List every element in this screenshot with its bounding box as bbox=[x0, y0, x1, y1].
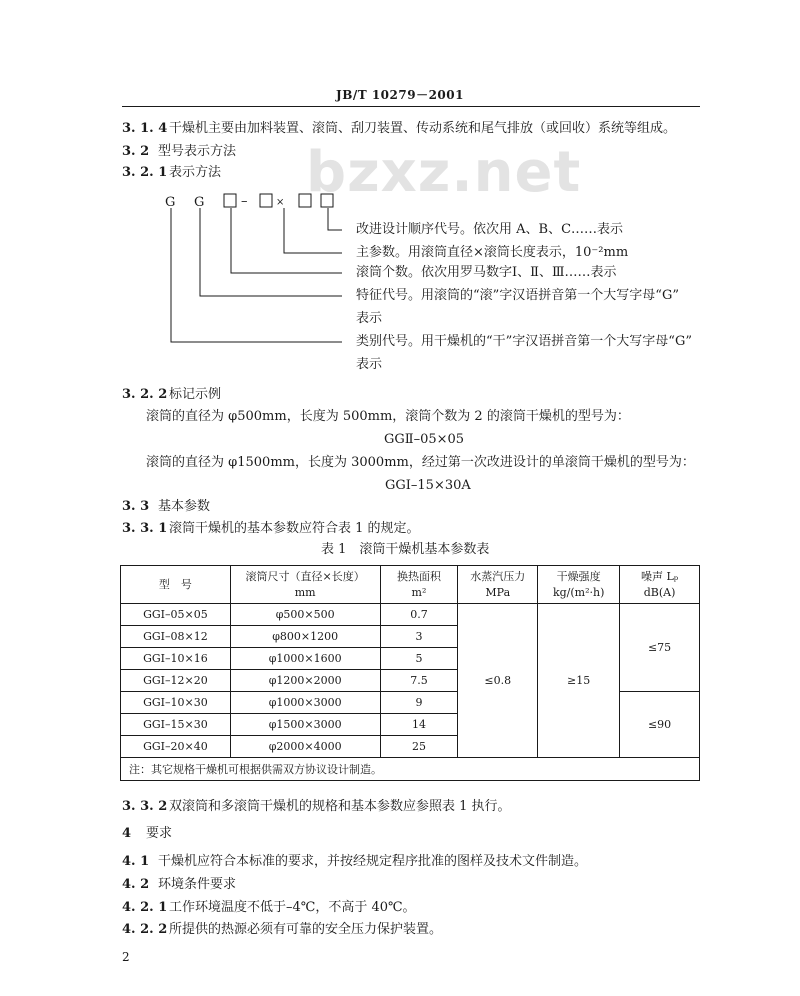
cell-pressure: ≤0.8 bbox=[458, 604, 538, 758]
label-feature-code-cont: 表示 bbox=[356, 311, 383, 326]
label-main-param: 主参数。用滚筒直径×滚筒长度表示，10⁻²mm bbox=[356, 245, 629, 260]
clause-text: 干燥机主要由加料装置、滚筒、刮刀装置、传动系统和尾气排放（或回收）系统等组成。 bbox=[169, 121, 677, 136]
clause-text: 所提供的热源必须有可靠的安全压力保护装置。 bbox=[169, 922, 443, 937]
clause-3-3 bbox=[122, 498, 210, 516]
example-1-text: 滚筒的直径为 φ500mm，长度为 500mm，滚筒个数为 2 的滚筒干燥机的型号为： bbox=[146, 409, 630, 424]
cell-size: φ1000×1600 bbox=[230, 648, 380, 670]
cell-area: 3 bbox=[380, 626, 458, 648]
cell-area: 0.7 bbox=[380, 604, 458, 626]
cell-size: φ1500×3000 bbox=[230, 714, 380, 736]
cell-model: GGⅠ–10×16 bbox=[121, 648, 231, 670]
box-param-diameter bbox=[260, 194, 272, 207]
clause-number: 3. 2 bbox=[122, 144, 150, 159]
clause-number: 3. 1. 4 bbox=[122, 121, 168, 136]
watermark: bzxz.net bbox=[306, 140, 582, 205]
clause-4-2-1 bbox=[122, 899, 416, 917]
clause-text: 表示方法 bbox=[169, 165, 222, 180]
clause-text: 基本参数 bbox=[158, 499, 211, 514]
clause-text: 双滚筒和多滚筒干燥机的规格和基本参数应参照表 1 执行。 bbox=[169, 799, 511, 814]
label-drum-count: 滚筒个数。依次用罗马数字Ⅰ、Ⅱ、Ⅲ……表示 bbox=[356, 265, 617, 280]
cell-size: φ500×500 bbox=[230, 604, 380, 626]
clause-4-2 bbox=[122, 876, 236, 894]
label-category-code-cont: 表示 bbox=[356, 357, 383, 372]
letter-category: G bbox=[165, 195, 176, 210]
cell-model: GGⅠ–12×20 bbox=[121, 670, 231, 692]
example-2-code: GGⅠ–15×30A bbox=[385, 478, 471, 493]
cell-area: 9 bbox=[380, 692, 458, 714]
table-caption: 表 1 滚筒干燥机基本参数表 bbox=[321, 542, 490, 557]
cell-area: 14 bbox=[380, 714, 458, 736]
cell-area: 5 bbox=[380, 648, 458, 670]
cell-model: GGⅠ–15×30 bbox=[121, 714, 231, 736]
example-1-code: GGⅡ–05×05 bbox=[384, 432, 465, 447]
clause-number: 4. 2 bbox=[122, 877, 150, 892]
header-heat-area: 换热面积 m² bbox=[380, 566, 458, 604]
clause-number: 3. 3. 2 bbox=[122, 799, 168, 814]
header-model: 型 号 bbox=[121, 566, 231, 604]
cell-size: φ2000×4000 bbox=[230, 736, 380, 758]
parameters-table bbox=[120, 565, 700, 781]
clause-number: 4 bbox=[122, 826, 132, 841]
letter-feature: G bbox=[194, 195, 205, 210]
leader-drum-count bbox=[231, 208, 342, 273]
cell-model: GGⅠ–10×30 bbox=[121, 692, 231, 714]
leader-revision bbox=[328, 208, 342, 230]
box-drum-count bbox=[224, 194, 236, 207]
clause-text: 环境条件要求 bbox=[158, 877, 237, 892]
label-revision-code: 改进设计顺序代号。依次用 A、B、C……表示 bbox=[356, 222, 624, 237]
table-header-row bbox=[121, 566, 700, 604]
cell-model: GGⅠ–08×12 bbox=[121, 626, 231, 648]
clause-number: 3. 2. 2 bbox=[122, 387, 168, 402]
cell-size: φ1000×3000 bbox=[230, 692, 380, 714]
clause-number: 4. 2. 1 bbox=[122, 900, 168, 915]
clause-number: 3. 3. 1 bbox=[122, 521, 168, 536]
cell-noise-large: ≤90 bbox=[620, 692, 700, 758]
separator-times: × bbox=[276, 197, 285, 208]
standard-code-header: JB/T 10279－2001 bbox=[336, 88, 464, 102]
clause-4 bbox=[122, 825, 172, 843]
cell-intensity: ≥15 bbox=[538, 604, 620, 758]
clause-3-2-2 bbox=[122, 386, 221, 404]
box-param-length bbox=[299, 194, 311, 207]
cell-area: 25 bbox=[380, 736, 458, 758]
clause-text: 工作环境温度不低于–4℃，不高于 40℃。 bbox=[169, 900, 416, 915]
leader-category-code bbox=[171, 208, 342, 342]
clause-text: 标记示例 bbox=[169, 387, 222, 402]
clause-3-3-1 bbox=[122, 520, 420, 538]
box-revision bbox=[321, 194, 333, 207]
clause-number: 4. 2. 2 bbox=[122, 922, 168, 937]
cell-noise-small: ≤75 bbox=[620, 604, 700, 692]
cell-model: GGⅠ–05×05 bbox=[121, 604, 231, 626]
clause-text: 干燥机应符合本标准的要求，并按经规定程序批准的图样及技术文件制造。 bbox=[158, 854, 588, 869]
clause-number: 3. 3 bbox=[122, 499, 150, 514]
header-drum-size: 滚筒尺寸（直径×长度） mm bbox=[230, 566, 380, 604]
separator-dash: – bbox=[241, 194, 248, 209]
cell-model: GGⅠ–20×40 bbox=[121, 736, 231, 758]
clause-text: 要求 bbox=[146, 826, 173, 841]
header-drying-intensity: 干燥强度 kg/(m²·h) bbox=[538, 566, 620, 604]
clause-text: 滚筒干燥机的基本参数应符合表 1 的规定。 bbox=[169, 521, 420, 536]
model-designation-diagram bbox=[0, 0, 800, 380]
cell-area: 7.5 bbox=[380, 670, 458, 692]
table-note: 注：其它规格干燥机可根据供需双方协议设计制造。 bbox=[121, 758, 700, 781]
clause-4-1 bbox=[122, 853, 587, 871]
cell-size: φ800×1200 bbox=[230, 626, 380, 648]
clause-3-3-2 bbox=[122, 798, 511, 816]
example-2-text: 滚筒的直径为 φ1500mm，长度为 3000mm，经过第一次改进设计的单滚筒干燥机的型号为： bbox=[146, 455, 695, 470]
clause-text: 型号表示方法 bbox=[158, 144, 237, 159]
label-feature-code: 特征代号。用滚筒的“滚”字汉语拼音第一个大写字母“G” bbox=[356, 288, 679, 303]
leader-feature-code bbox=[200, 208, 342, 296]
header-noise: 噪声 Lₚ dB(A) bbox=[620, 566, 700, 604]
table-note-row bbox=[121, 758, 700, 781]
clause-number: 4. 1 bbox=[122, 854, 150, 869]
cell-size: φ1200×2000 bbox=[230, 670, 380, 692]
page-number: 2 bbox=[122, 950, 130, 964]
clause-4-2-2 bbox=[122, 921, 442, 939]
header-steam-pressure: 水蒸汽压力 MPa bbox=[458, 566, 538, 604]
clause-number: 3. 2. 1 bbox=[122, 165, 168, 180]
table-row bbox=[121, 604, 700, 626]
label-category-code: 类别代号。用干燥机的“干”字汉语拼音第一个大写字母“G” bbox=[356, 334, 692, 349]
